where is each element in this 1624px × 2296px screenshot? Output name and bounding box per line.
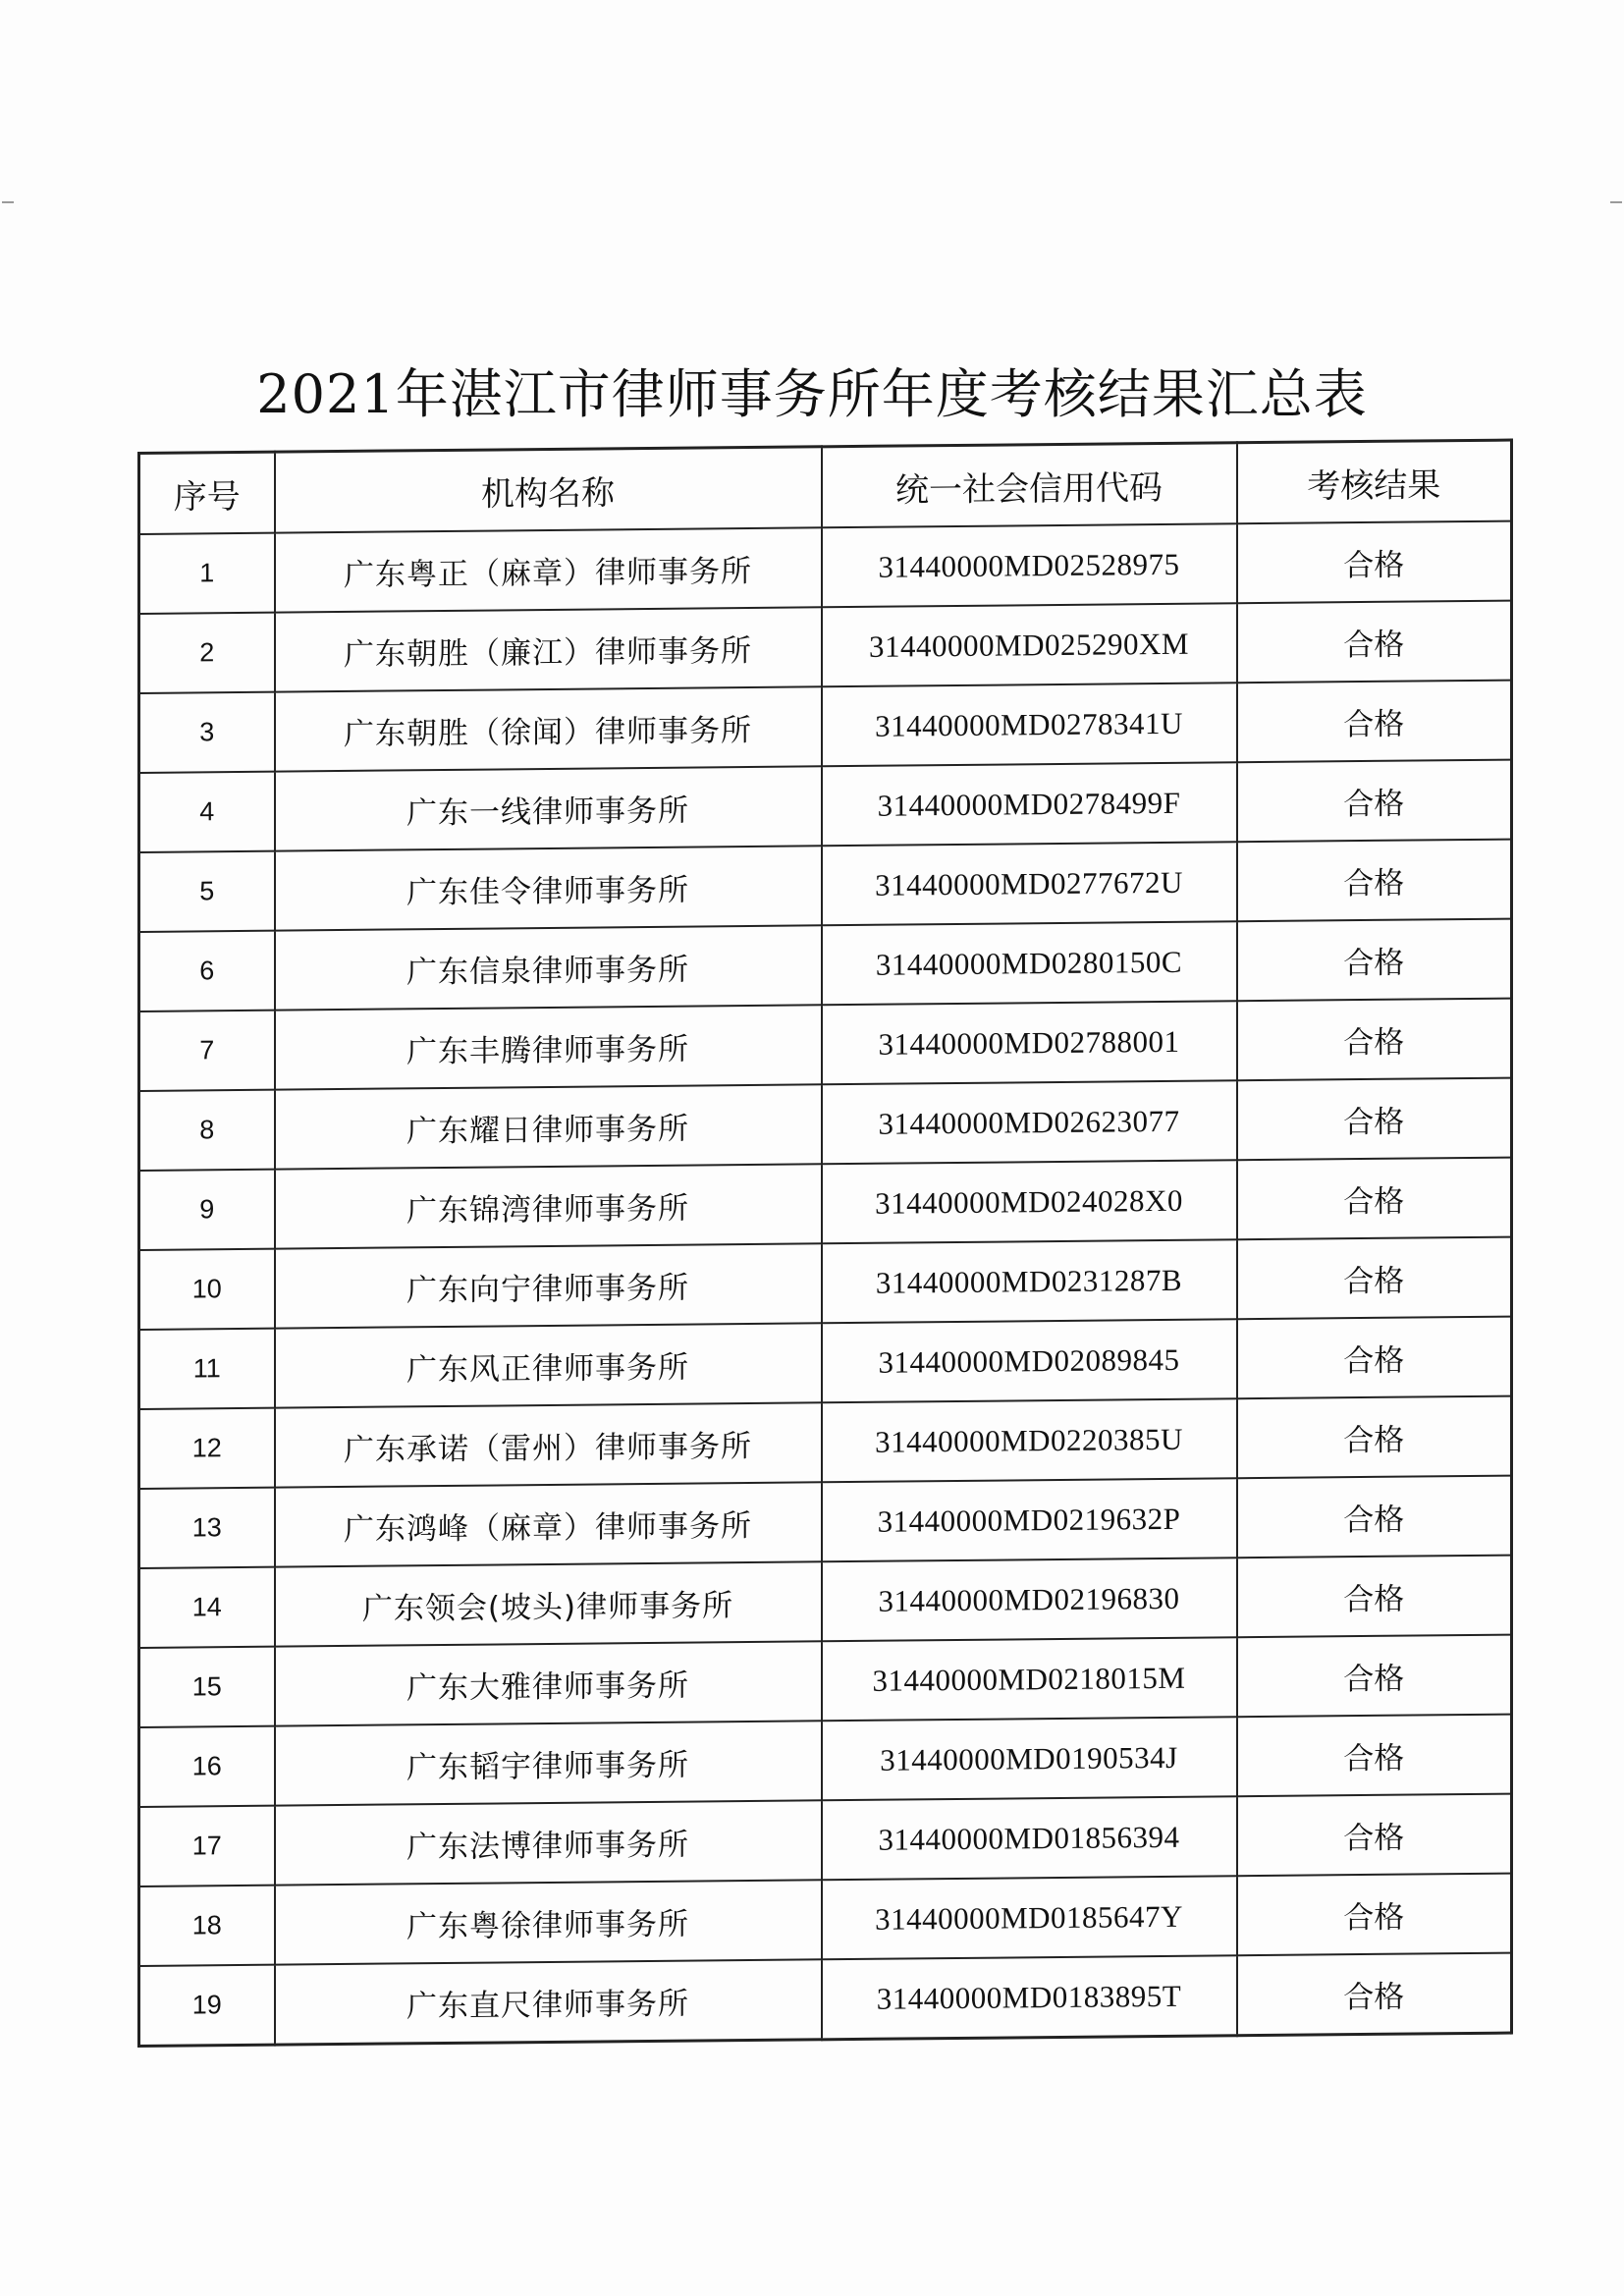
cell-result: 合格 <box>1237 1794 1512 1877</box>
cell-no: 15 <box>139 1647 275 1727</box>
cell-name: 广东粤徐律师事务所 <box>275 1880 822 1964</box>
cell-no: 5 <box>139 851 275 932</box>
table-row <box>139 999 1512 1091</box>
table-header-row <box>139 440 1512 534</box>
cell-code: 31440000MD025290XM <box>822 603 1237 686</box>
cell-code: 31440000MD02196830 <box>822 1558 1237 1641</box>
cell-code: 31440000MD0280150C <box>822 921 1237 1005</box>
cell-code: 31440000MD02528975 <box>822 523 1237 607</box>
cell-result: 合格 <box>1237 1874 1512 1956</box>
table-row <box>139 1396 1512 1489</box>
cell-no: 8 <box>139 1090 275 1171</box>
cell-code: 31440000MD02089845 <box>822 1319 1237 1402</box>
cell-name: 广东锦湾律师事务所 <box>275 1164 822 1248</box>
cell-result: 合格 <box>1237 1396 1512 1479</box>
cell-name: 广东信泉律师事务所 <box>275 925 822 1010</box>
cell-no: 11 <box>139 1329 275 1409</box>
cell-name: 广东领会(坡头)律师事务所 <box>275 1561 822 1646</box>
header-no: 序号 <box>139 452 275 534</box>
results-table <box>137 439 1513 2048</box>
table-body <box>139 521 1512 2047</box>
table-row <box>139 1635 1512 1727</box>
table-row <box>139 1317 1512 1409</box>
cell-result: 合格 <box>1237 1635 1512 1718</box>
cell-name: 广东一线律师事务所 <box>275 766 822 850</box>
cell-code: 31440000MD0219632P <box>822 1478 1237 1561</box>
cell-result: 合格 <box>1237 840 1512 922</box>
cell-result: 合格 <box>1237 760 1512 843</box>
table-row <box>139 1556 1512 1648</box>
cell-result: 合格 <box>1237 1953 1512 2036</box>
cell-code: 31440000MD0220385U <box>822 1398 1237 1482</box>
cell-name: 广东大雅律师事务所 <box>275 1641 822 1725</box>
cell-result: 合格 <box>1237 1715 1512 1797</box>
cell-no: 17 <box>139 1806 275 1886</box>
cell-no: 9 <box>139 1170 275 1250</box>
cell-code: 31440000MD0277672U <box>822 842 1237 925</box>
table-row <box>139 1953 1512 2047</box>
cell-name: 广东鸿峰（麻章）律师事务所 <box>275 1482 822 1566</box>
cell-no: 16 <box>139 1726 275 1807</box>
cell-name: 广东韬宇律师事务所 <box>275 1721 822 1805</box>
cell-name: 广东法博律师事务所 <box>275 1800 822 1885</box>
table-row <box>139 1237 1512 1330</box>
cell-no: 4 <box>139 772 275 852</box>
table-row <box>139 1715 1512 1807</box>
cell-code: 31440000MD024028X0 <box>822 1160 1237 1243</box>
cell-result: 合格 <box>1237 1317 1512 1399</box>
header-code: 统一社会信用代码 <box>822 443 1237 528</box>
cell-name: 广东粤正（麻章）律师事务所 <box>275 527 822 612</box>
cell-result: 合格 <box>1237 1078 1512 1161</box>
cell-name: 广东朝胜（徐闻）律师事务所 <box>275 686 822 771</box>
cell-result: 合格 <box>1237 1237 1512 1320</box>
cell-no: 7 <box>139 1011 275 1091</box>
cell-no: 12 <box>139 1408 275 1489</box>
cell-name: 广东风正律师事务所 <box>275 1323 822 1407</box>
cell-name: 广东向宁律师事务所 <box>275 1243 822 1328</box>
cell-code: 31440000MD0278341U <box>822 683 1237 766</box>
cell-no: 19 <box>139 1965 275 2047</box>
cell-code: 31440000MD0218015M <box>822 1637 1237 1721</box>
scan-margin-mark-right <box>1610 201 1622 203</box>
cell-code: 31440000MD0231287B <box>822 1239 1237 1323</box>
cell-no: 3 <box>139 692 275 773</box>
cell-name: 广东丰腾律师事务所 <box>275 1005 822 1089</box>
table-row <box>139 601 1512 693</box>
cell-code: 31440000MD01856394 <box>822 1796 1237 1880</box>
cell-code: 31440000MD0185647Y <box>822 1876 1237 1959</box>
cell-result: 合格 <box>1237 681 1512 763</box>
cell-result: 合格 <box>1237 521 1512 604</box>
cell-no: 1 <box>139 533 275 614</box>
cell-no: 14 <box>139 1567 275 1648</box>
cell-result: 合格 <box>1237 919 1512 1002</box>
cell-no: 13 <box>139 1488 275 1568</box>
table-row <box>139 1158 1512 1250</box>
cell-result: 合格 <box>1237 1476 1512 1558</box>
table-row <box>139 1476 1512 1568</box>
header-result: 考核结果 <box>1237 440 1512 523</box>
cell-name: 广东耀日律师事务所 <box>275 1084 822 1169</box>
cell-name: 广东直尺律师事务所 <box>275 1959 822 2045</box>
cell-result: 合格 <box>1237 999 1512 1081</box>
cell-name: 广东朝胜（廉江）律师事务所 <box>275 607 822 691</box>
cell-code: 31440000MD0278499F <box>822 762 1237 846</box>
table-row <box>139 760 1512 852</box>
results-table-container <box>137 439 1510 2048</box>
table-row <box>139 521 1512 614</box>
cell-result: 合格 <box>1237 601 1512 683</box>
page-title: 2021年湛江市律师事务所年度考核结果汇总表 <box>256 363 1368 425</box>
table-row <box>139 840 1512 932</box>
cell-code: 31440000MD0183895T <box>822 1955 1237 2040</box>
cell-no: 18 <box>139 1886 275 1966</box>
cell-code: 31440000MD0190534J <box>822 1717 1237 1800</box>
header-name: 机构名称 <box>275 447 822 533</box>
cell-name: 广东承诺（雷州）律师事务所 <box>275 1402 822 1487</box>
table-row <box>139 1874 1512 1966</box>
cell-no: 6 <box>139 931 275 1011</box>
cell-name: 广东佳令律师事务所 <box>275 846 822 930</box>
cell-result: 合格 <box>1237 1158 1512 1240</box>
scan-margin-mark-left <box>2 201 14 203</box>
table-row <box>139 1078 1512 1171</box>
table-row <box>139 919 1512 1011</box>
table-row <box>139 1794 1512 1886</box>
cell-code: 31440000MD02623077 <box>822 1080 1237 1164</box>
cell-result: 合格 <box>1237 1556 1512 1638</box>
table-row <box>139 681 1512 773</box>
cell-no: 10 <box>139 1249 275 1330</box>
cell-code: 31440000MD02788001 <box>822 1001 1237 1084</box>
cell-no: 2 <box>139 613 275 693</box>
